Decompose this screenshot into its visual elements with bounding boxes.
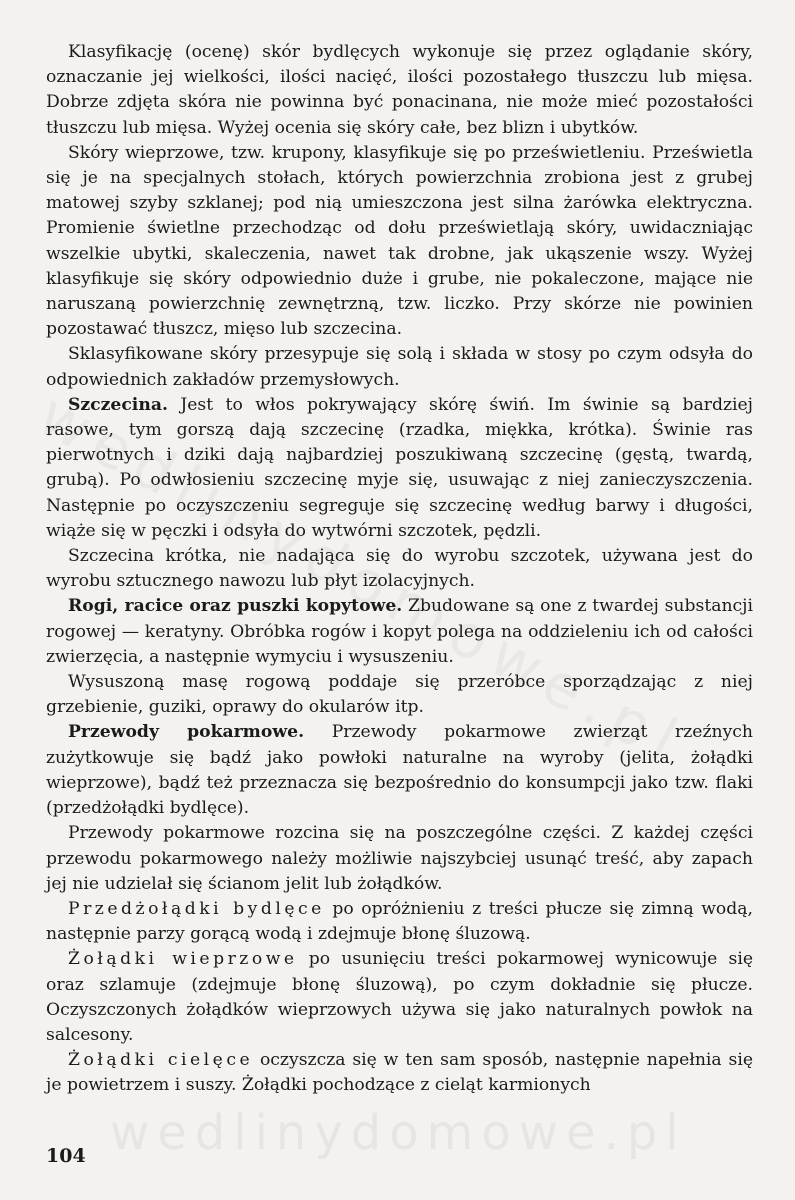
paragraph-10-text: po opróżnieniu z treści płucze się zimną wodą, następnie parzy gorącą wodą i zdejmuje błonę śluzową. [46, 898, 753, 945]
spaced-term-zoladki-cielece: Żołądki cielęce [68, 1050, 254, 1071]
paragraph-6-text: Zbudowane są one z twardej substancji rogowej — keratyny. Obróbka rogów i kopyt polega na oddzieleniu ich od całości zwierzęcia, a następnie wymyciu i wysuszeniu. [46, 596, 753, 667]
paragraph-4-text: Jest to włos pokrywający skórę świń. Im świnie są bardziej rasowe, tym gorszą dają szczecinę (rzadka, miękka, krótka). Świnie ras pierwotnych i dziki dają najbardziej poszukiwaną szczecinę (gęstą, twardą, grubą). Po odwłosieniu szczecinę myje się, usuwając z niej zanieczyszczenia. Następnie po oczyszczeniu segreguje się szczecinę według barwy i długości, wiąże się w pęczki i odsyła do wytwórni szczotek, pędzli. [46, 394, 753, 541]
paragraph-11-text: po usunięciu treści pokarmowej wynicowuje się oraz szlamuje (zdejmuje błonę śluzową), po czym dokładnie się płucze. Oczyszczonych żołądków wieprzowych używa się jako naturalnych powłok na salcesony. [46, 949, 753, 1045]
paragraph-3-text: Sklasyfikowane skóry przesypuje się solą i składa w stosy po czym odsyła do odpowiednich zakładów przemysłowych. [46, 344, 753, 390]
paragraph-5 [46, 544, 753, 594]
paragraph-5-text: Szczecina krótka, nie nadająca się do wyrobu szczotek, używana jest do wyrobu sztucznego nawozu lub płyt izolacyjnych. [46, 546, 753, 592]
paragraph-7 [46, 670, 753, 720]
paragraph-przedzoladki [46, 897, 753, 947]
page-body [46, 40, 753, 1099]
paragraph-zoladki-wieprzowe [46, 947, 753, 1048]
paragraph-2-text: Skóry wieprzowe, tzw. krupony, klasyfikuje się po prześwietleniu. Prześwietla się je na specjalnych stołach, których powierzchnia zrobiona jest z grubej matowej szyby szklanej; pod nią umieszczona jest silna żarówka elektryczna. Promienie świetlne przechodząc od dołu prześwietlają skóry, uwidaczniając wszelkie ubytki, skaleczenia, nawet tak drobne, jak ukąszenie wszy. Wyżej klasyfikuje się skóry odpowiednio duże i grube, nie pokaleczone, mające nie naruszaną powierzchnię zewnętrzną, tzw. liczko. Przy skórze nie powinien pozostawać tłuszcz, mięso lub szczecina. [46, 142, 753, 340]
section-heading-szczecina: Szczecina. [68, 394, 168, 415]
paragraph-8-text: Przewody pokarmowe zwierząt rzeźnych zużytkowuje się bądź jako powłoki naturalne na wyroby (jelita, żołądki wieprzowe), bądź też przeznacza się bezpośrednio do konsumpcji jako tzw. flaki (przedżołądki bydlęce). [46, 722, 753, 819]
paragraph-zoladki-cielece [46, 1048, 753, 1098]
section-heading-przewody: Przewody pokarmowe. [68, 722, 305, 743]
paragraph-1-text: Klasyfikację (ocenę) skór bydlęcych wykonuje się przez oglądanie skóry, oznaczanie jej wielkości, ilości nacięć, ilości pozostałego tłuszczu lub mięsa. Dobrze zdjęta skóra nie powinna być ponacinana, nie może mieć pozostałości tłuszczu lub mięsa. Wyżej ocenia się skóry całe, bez blizn i ubytków. [46, 42, 753, 138]
paragraph-12-text: oczyszcza się w ten sam sposób, następnie napełnia się je powietrzem i suszy. Żołądki pochodzące z cieląt karmionych [46, 1050, 753, 1096]
paragraph-rogi [46, 594, 753, 670]
paragraph-9 [46, 821, 753, 897]
paragraph-szczecina [46, 393, 753, 544]
spaced-term-przedzoladki: Przedżołądki bydlęce [68, 898, 325, 919]
paragraph-7-text: Wysuszoną masę rogową poddaje się przeróbce sporządzając z niej grzebienie, guziki, oprawy do okularów itp. [46, 672, 753, 718]
paragraph-przewody [46, 720, 753, 821]
spaced-term-zoladki-wieprzowe: Żołądki wieprzowe [68, 949, 298, 970]
section-heading-rogi: Rogi, racice oraz puszki kopytowe. [68, 596, 403, 617]
watermark-footer: wedlinydomowe.pl [110, 1105, 687, 1161]
paragraph-9-text: Przewody pokarmowe rozcina się na poszczególne części. Z każdej części przewodu pokarmowego należy możliwie najszybciej usunąć treść, aby zapach jej nie udzielał się ścianom jelit lub żołądków. [46, 823, 753, 894]
paragraph-3 [46, 342, 753, 392]
paragraph-1 [46, 40, 753, 141]
paragraph-2 [46, 141, 753, 343]
page-number: 104 [46, 1145, 86, 1167]
